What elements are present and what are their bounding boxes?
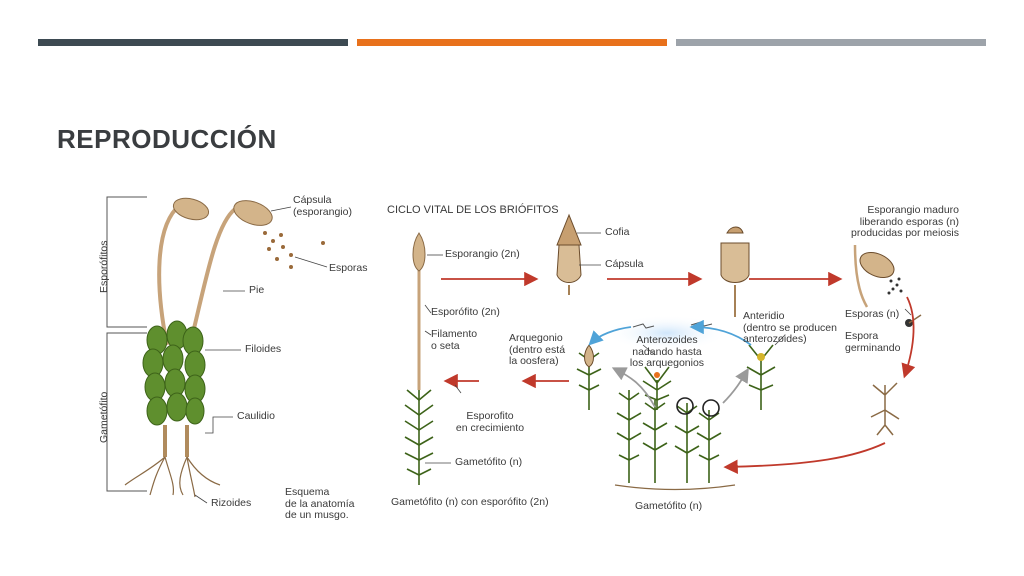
accent-bar-gray — [676, 39, 986, 46]
moss-life-cycle-figure — [95, 185, 975, 520]
slide-title: REPRODUCCIÓN — [57, 124, 277, 154]
spores-cycle-label: Esporas (n) — [845, 308, 900, 320]
gametophyte-label: Gametófito (n) — [455, 456, 523, 468]
rhizoids-label: Rizoides — [211, 497, 252, 509]
accent-bar-orange — [357, 39, 667, 46]
stem-label: Caulidio — [237, 410, 275, 422]
sporophytes-side-label: Esporófitos — [98, 240, 110, 293]
mature-sporangium-label: Esporangio maduro liberando esporas (n) producidas por meiosis — [851, 204, 959, 239]
antherozoids-label: Anterozoides nadando hasta los arquegonios — [629, 334, 705, 369]
filament-label: Filamento o seta — [431, 328, 478, 352]
calyptra-label: Cofia — [605, 226, 630, 238]
moss-plant-drawing — [125, 195, 327, 503]
germinating-spore-label: Espora germinando — [845, 330, 901, 354]
foot-label: Pie — [249, 284, 265, 296]
gametophyte-with-sporophyte-label: Gametófito (n) con esporófito (2n) — [391, 496, 549, 508]
capsule-cycle-label: Cápsula — [605, 258, 644, 270]
spores-label: Esporas — [329, 262, 368, 274]
cycle-heading: CICLO VITAL DE LOS BRIÓFITOS — [387, 204, 559, 216]
sporangium-label: Esporangio (2n) — [445, 248, 520, 260]
anatomy-brackets — [107, 197, 147, 491]
capsule-label: Cápsula (esporangio) — [293, 194, 352, 218]
growing-sporophyte-label: Esporofito en crecimiento — [455, 410, 525, 434]
cycle-arrows — [441, 279, 914, 467]
antheridium-label: Anteridio (dentro se producen anterozoides) — [743, 310, 837, 345]
archegonium-label: Arquegonio (dentro está la oosfera) — [509, 332, 566, 367]
anatomy-caption: Esquema de la anatomía de un musgo. — [285, 486, 355, 521]
gametophyte-side-label: Gametófito — [98, 391, 110, 443]
gametophyte-bottom-label: Gametófito (n) — [635, 500, 703, 512]
sporophyte-label: Esporófito (2n) — [431, 306, 500, 318]
leaves-label: Filoides — [245, 343, 282, 355]
accent-bar-dark — [38, 39, 348, 46]
